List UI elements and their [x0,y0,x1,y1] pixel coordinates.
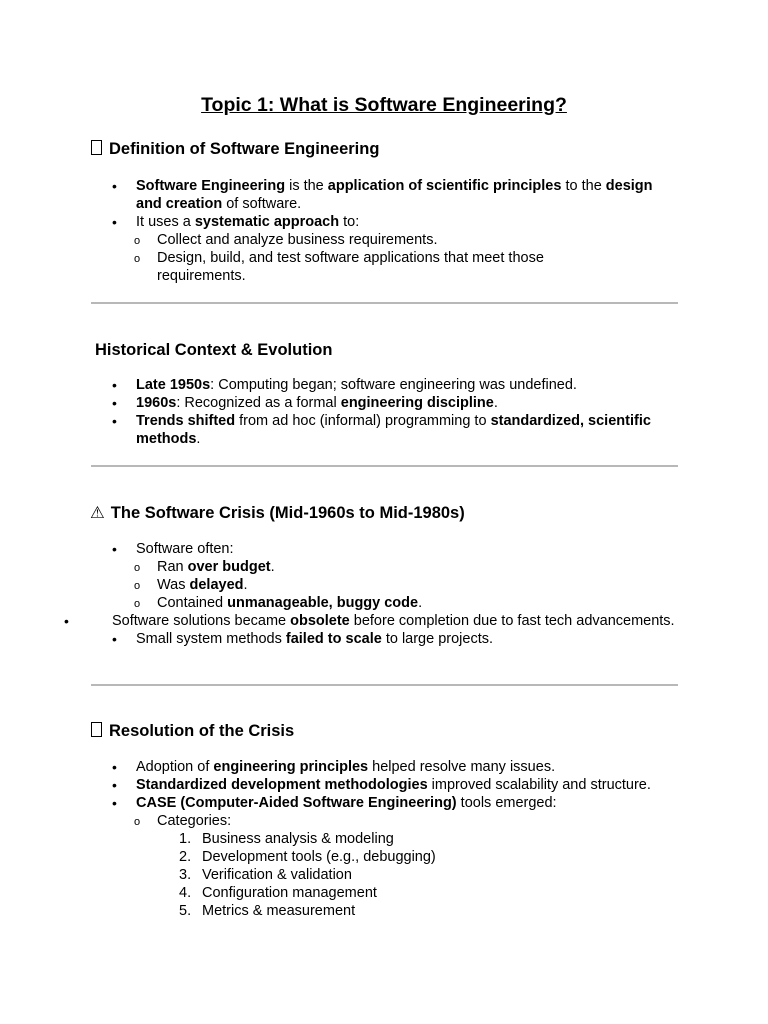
item-number: 1. [179,831,192,847]
list-item [112,630,678,648]
numbered-item [157,848,678,866]
text: of software. [222,196,302,212]
bold-term: engineering principles [213,759,369,775]
section-divider [91,465,678,467]
numbered-list [157,830,678,920]
text: improved scalability and structure. [427,777,651,793]
sub-list-item [112,594,678,612]
placeholder-box-icon [91,722,102,737]
history-list [112,376,678,448]
text: before completion due to fast tech advancements. [349,613,675,629]
item-text: Configuration management [202,885,377,901]
text: : Computing began; software engineering was undefined. [210,377,577,393]
page-title: Topic 1: What is Software Engineering? [201,94,567,116]
text: Small system methods [136,631,286,647]
list-item [112,177,678,213]
list-item [112,776,678,794]
text: It uses a [136,214,195,230]
item-text: Business analysis & modeling [202,831,394,847]
list-item [112,540,678,612]
bold-term: design and creation [136,178,653,212]
sub-list-item: o Collect and analyze business requirements. [112,231,678,249]
text: helped resolve many issues. [368,759,556,775]
list-item [88,612,678,630]
bold-term: CASE (Computer-Aided Software Engineering) [136,795,457,811]
text: . [243,577,248,593]
bold-term: engineering discipline [340,395,494,411]
bold-term: over budget [187,559,271,575]
section-heading-text: The Software Crisis (Mid-1960s to Mid-1980s) [110,504,465,522]
bold-term: application of scientific principles [327,178,562,194]
bold-term: delayed [189,577,244,593]
bold-term: standardized, scientific methods [136,413,651,447]
item-number: 3. [179,867,192,883]
sub-list-item [112,576,678,594]
section-heading-history [95,339,332,361]
text: Software solutions became [112,613,291,629]
item-text: Metrics & measurement [202,903,356,919]
bold-term: Software Engineering [136,178,286,194]
section-heading-text: Definition of Software Engineering [109,140,380,158]
text: to: [339,214,360,230]
resolution-list [112,758,678,920]
numbered-item [157,830,678,848]
list-item [112,376,678,394]
bold-term: 1960s [136,395,177,411]
section-heading-text: Resolution of the Crisis [109,722,295,740]
text: tools emerged: [456,795,557,811]
text: Was [157,577,190,593]
text: from ad hoc (informal) programming to [235,413,491,429]
bold-term: Standardized development methodologies [136,777,428,793]
text: . [493,395,498,411]
definition-list [112,177,678,285]
text: Contained [157,595,228,611]
sub-list-item [112,558,678,576]
text: Ran [157,559,188,575]
text: is the [285,178,328,194]
sub-list [112,558,678,612]
text: . [196,431,201,447]
sub-list-item: o Design, build, and test software applications that meet those requirements. [112,249,678,285]
crisis-list [112,540,678,648]
bold-term: obsolete [290,613,350,629]
bold-term: Late 1950s [136,377,211,393]
numbered-item [157,884,678,902]
text: Categories: [157,813,232,829]
bold-term: Trends shifted [136,413,236,429]
list-item [112,758,678,776]
section-heading-text: Historical Context & Evolution [95,341,333,359]
numbered-item [157,902,678,920]
bold-term: systematic approach [194,214,340,230]
text: Software often: [136,541,234,557]
section-heading-resolution [91,720,294,742]
text: . [270,559,275,575]
section-divider [91,684,678,686]
item-text: Verification & validation [202,867,352,883]
item-number: 5. [179,903,192,919]
section-heading-definition [91,138,379,160]
bold-term: unmanageable, buggy code [227,595,419,611]
list-item [112,213,678,285]
text: to the [561,178,606,194]
text: : Recognized as a formal [176,395,341,411]
item-number: 4. [179,885,192,901]
warning-icon: ⚠ [90,504,105,522]
placeholder-box-icon [91,140,102,155]
sub-list [112,231,678,285]
numbered-item [157,866,678,884]
item-number: 2. [179,849,192,865]
list-item [112,394,678,412]
text: to large projects. [381,631,494,647]
list-item [112,412,678,448]
text: . [418,595,423,611]
bold-term: failed to scale [285,631,382,647]
section-divider [91,302,678,304]
item-text: Development tools (e.g., debugging) [202,849,436,865]
sub-list [112,812,678,920]
sub-list-item [112,812,678,920]
list-item [112,794,678,920]
text: Adoption of [136,759,214,775]
section-heading-crisis [90,502,465,524]
